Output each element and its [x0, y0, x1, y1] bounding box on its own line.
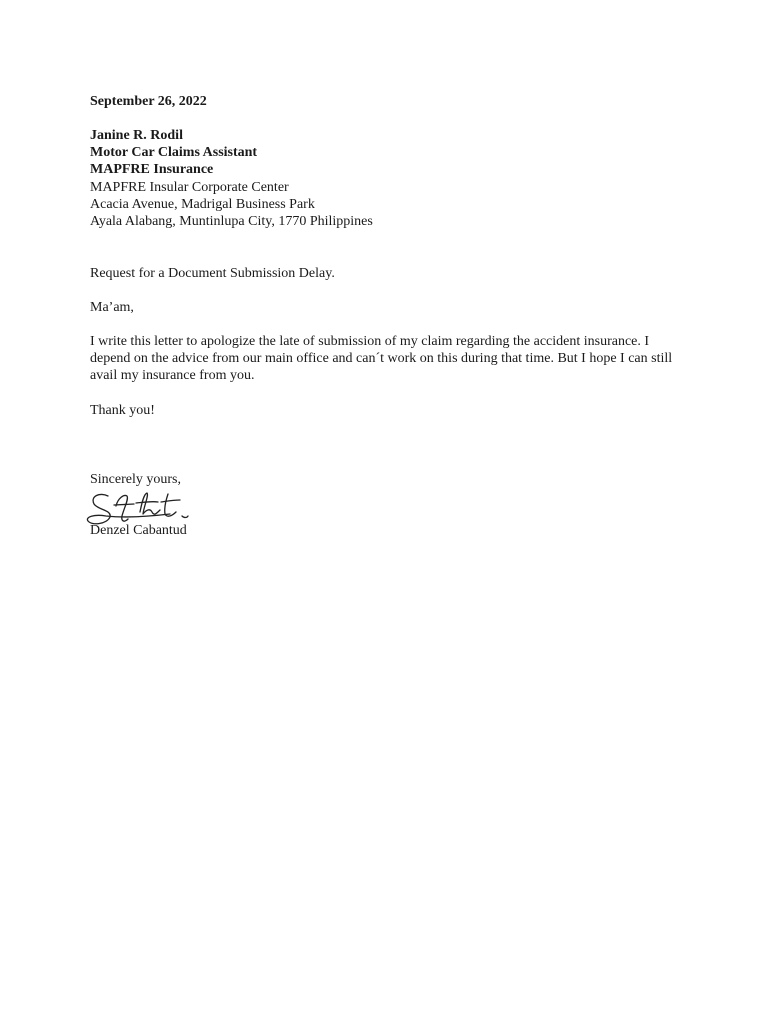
letter-body: I write this letter to apologize the late of submission of my claim regarding the accident insurance. I depend on the advice from our main office and can´t work on this during that time. But I hope I can still avail my insurance from you. [90, 334, 673, 383]
sender-name: Denzel Cabantud [90, 523, 187, 538]
recipient-address-line-2: Acacia Avenue, Madrigal Business Park [90, 197, 315, 212]
letter-subject: Request for a Document Submission Delay. [90, 266, 335, 281]
recipient-address-line-3: Ayala Alabang, Muntinlupa City, 1770 Philippines [90, 214, 373, 229]
letter-date: September 26, 2022 [90, 94, 207, 109]
letter-closing: Sincerely yours, [90, 472, 181, 487]
recipient-address-line-1: MAPFRE Insular Corporate Center [90, 180, 289, 195]
letter-thanks: Thank you! [90, 403, 155, 418]
recipient-title: Motor Car Claims Assistant [90, 145, 258, 160]
letter-salutation: Ma’am, [90, 300, 134, 315]
recipient-name: Janine R. Rodil [90, 128, 183, 143]
recipient-company: MAPFRE Insurance [90, 162, 214, 177]
